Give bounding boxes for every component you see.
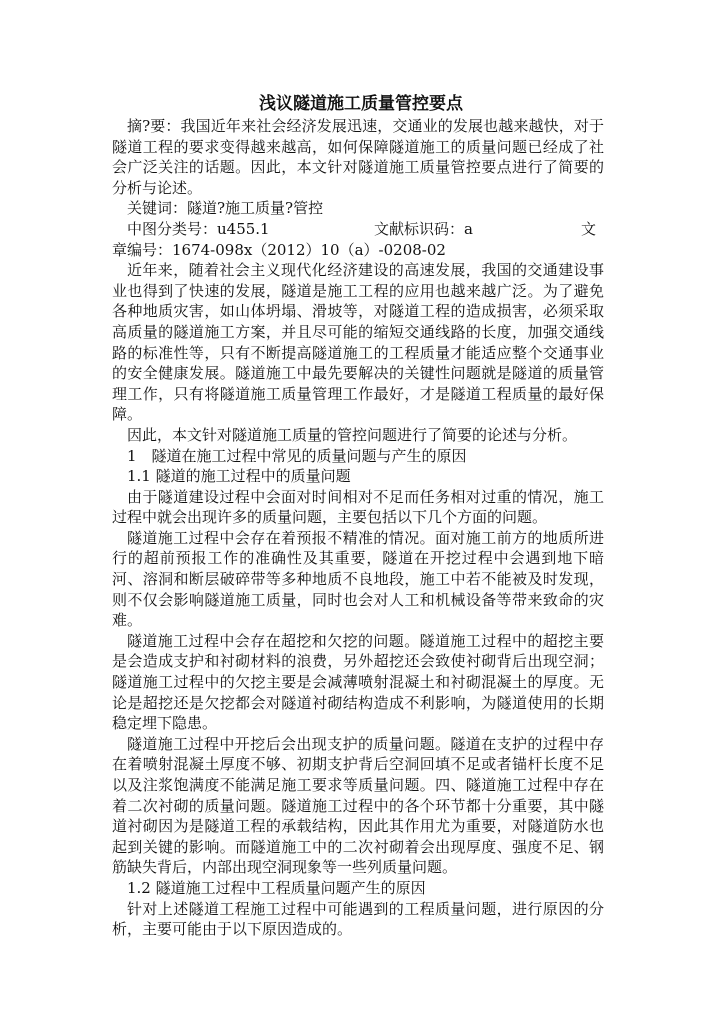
article-number-prefix: 文 bbox=[580, 219, 596, 238]
document-title: 浅议隧道施工质量管控要点 bbox=[259, 94, 463, 114]
subsection-heading: 1.2 隧道施工过程中工程质量问题产生的原因 bbox=[127, 878, 426, 897]
paragraph: 隧道施工过程中会存在着预报不精准的情况。面对施工前方的地质所进行的超前预报工作的准确性及其重要，隧道在开挖过程中会遇到地下暗河、溶洞和断层破碎带等多种地质不良地段，施工中若不能被及时发现，则不仅会影响隧道施工质量，同时也会对人工和机械设备等带来致命的灾难。 bbox=[112, 528, 604, 630]
paragraph: 近年来，随着社会主义现代化经济建设的高速发展，我国的交通建设事业也得到了快速的发展，隧道是施工工程的应用也越来越广泛。为了避免各种地质灾害，如山体坍塌、滑坡等，对隧道工程的造成损害，必须采取高质量的隧道施工方案，并且尽可能的缩短交通线路的长度，加强交通线路的标准性等，只有不断提高隧道施工的工程质量才能适应整个交通事业的安全健康发展。隧道施工中最先要解决的关键性问题就是隧道的质量管理工作，只有将隧道施工质量管理工作最好，才是隧道工程质量的最好保障。 bbox=[112, 261, 604, 424]
article-number: 章编号：1674-098x（2012）10（a）-0208-02 bbox=[112, 240, 446, 259]
classification-line bbox=[112, 219, 604, 240]
document-code: 文献标识码：a bbox=[374, 219, 473, 238]
subsection-heading: 1.1 隧道的施工过程中的质量问题 bbox=[127, 467, 351, 486]
paragraph: 因此，本文针对隧道施工质量的管控问题进行了简要的论述与分析。 bbox=[127, 425, 578, 444]
section-heading: 1 隧道在施工过程中常见的质量问题与产生的原因 bbox=[127, 446, 467, 465]
abstract: 摘?要：我国近年来社会经济发展迅速，交通业的发展也越来越快，对于隧道工程的要求变得越来越高，如何保障隧道施工的质量问题已经成了社会广泛关注的话题。因此，本文针对隧道施工质量管控要点进行了简要的分析与论述。 bbox=[112, 117, 604, 197]
keywords: 关键词：隧道?施工质量?管控 bbox=[127, 199, 324, 218]
paragraph: 隧道施工过程中会存在超挖和欠挖的问题。隧道施工过程中的超挖主要是会造成支护和衬砌材料的浪费，另外超挖还会致使衬砌背后出现空洞；隧道施工过程中的欠挖主要是会减薄喷射混凝土和衬砌混凝土的厚度。无论是超挖还是欠挖都会对隧道衬砌结构造成不利影响，为隧道使用的长期稳定埋下隐患。 bbox=[112, 631, 604, 733]
paragraph: 由于隧道建设过程中会面对时间相对不足而任务相对过重的情况，施工过程中就会出现许多的质量问题，主要包括以下几个方面的问题。 bbox=[112, 487, 604, 527]
document-page bbox=[112, 92, 604, 940]
paragraph: 隧道施工过程中开挖后会出现支护的质量问题。隧道在支护的过程中存在着喷射混凝土厚度不够、初期支护背后空洞回填不足或者锚杆长度不足以及注浆饱满度不能满足施工要求等质量问题。四、隧道施工过程中存在着二次衬砌的质量问题。隧道施工过程中的各个环节都十分重要，其中隧道衬砌因为是隧道工程的承载结构，因此其作用尤为重要，对隧道防水也起到关键的影响。而隧道施工中的二次衬砌着会出现厚度、强度不足、钢筋缺失背后，内部出现空洞现象等一些列质量问题。 bbox=[112, 734, 604, 877]
class-number: 中图分类号：u455.1 bbox=[127, 219, 270, 238]
paragraph: 针对上述隧道工程施工过程中可能遇到的工程质量问题，进行原因的分析，主要可能由于以下原因造成的。 bbox=[112, 899, 604, 939]
